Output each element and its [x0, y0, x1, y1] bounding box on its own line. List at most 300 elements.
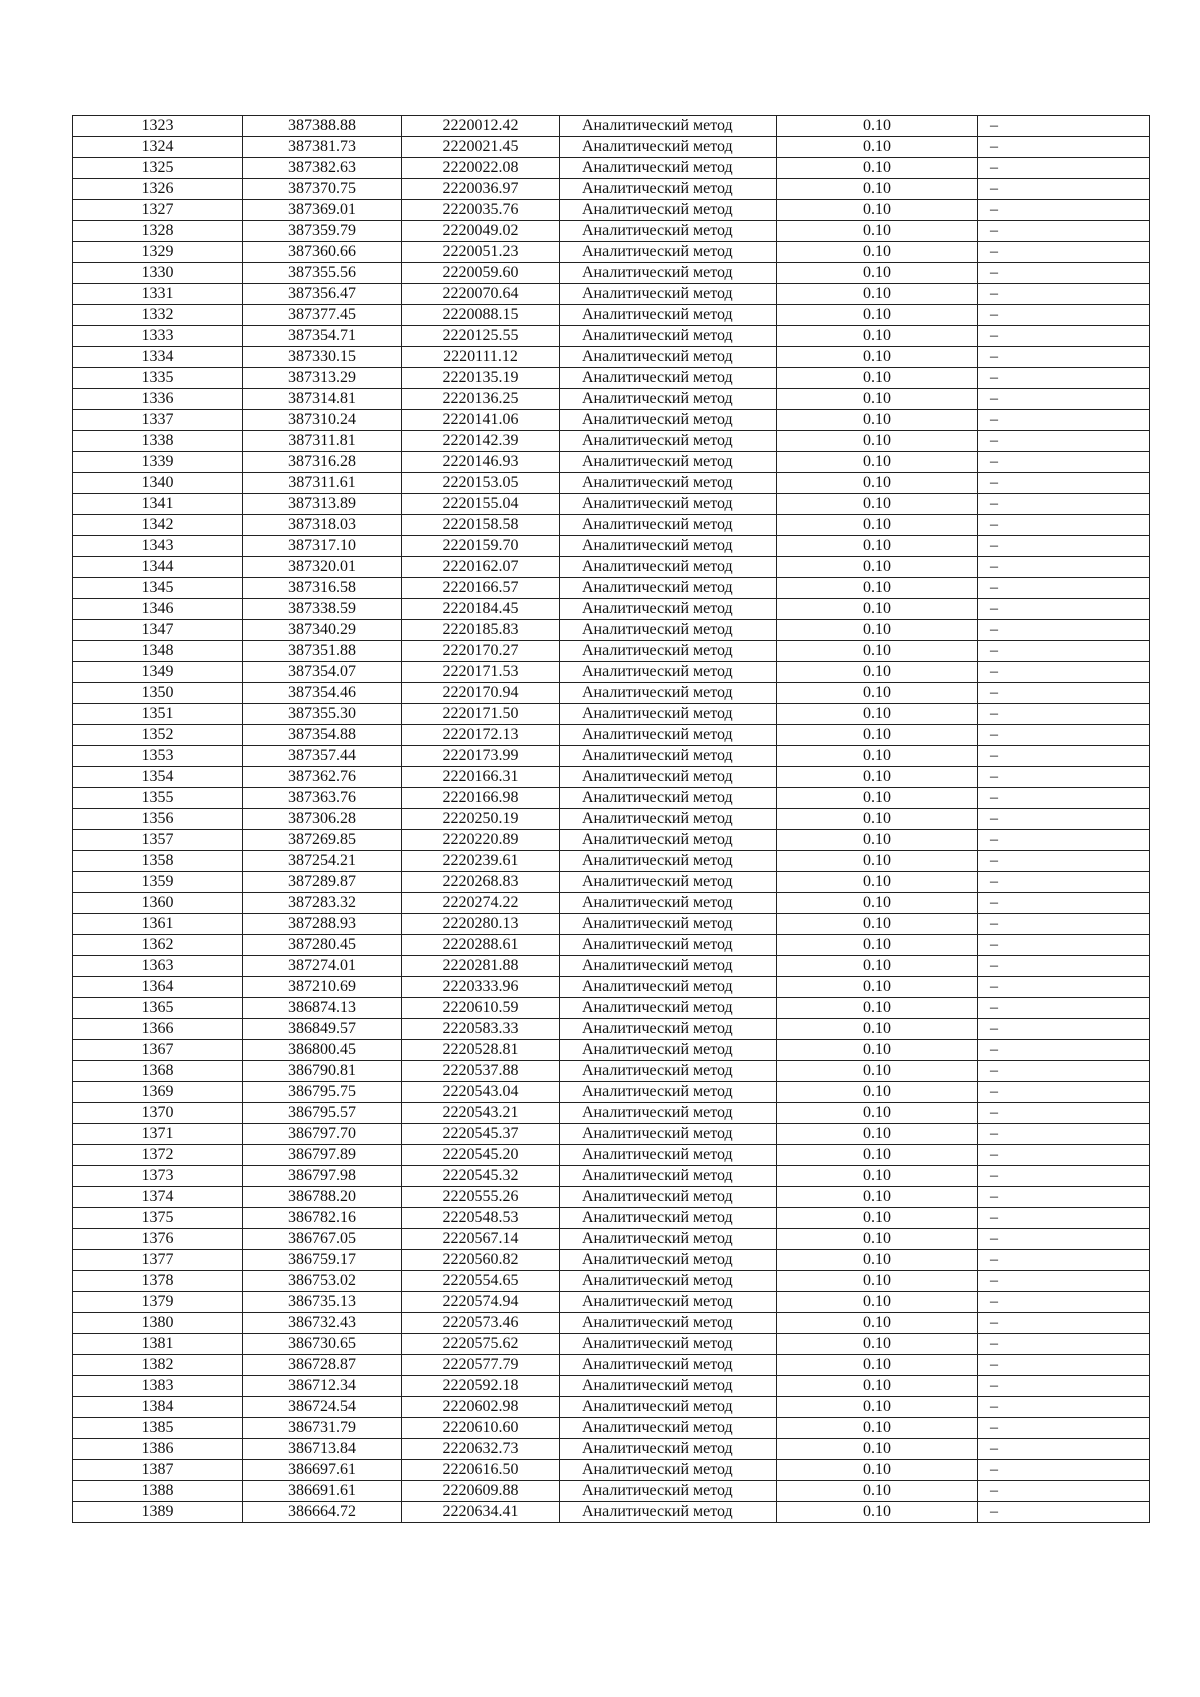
note-cell: – [978, 620, 1150, 641]
note-cell: – [978, 956, 1150, 977]
method-cell: Аналитический метод [560, 620, 777, 641]
x-coordinate-cell: 386797.70 [243, 1124, 402, 1145]
method-cell: Аналитический метод [560, 1334, 777, 1355]
method-cell: Аналитический метод [560, 578, 777, 599]
accuracy-cell: 0.10 [777, 620, 978, 641]
y-coordinate-cell: 2220574.94 [402, 1292, 560, 1313]
accuracy-cell: 0.10 [777, 200, 978, 221]
table-row [73, 473, 1150, 494]
note-cell: – [978, 494, 1150, 515]
point-number-cell: 1371 [73, 1124, 243, 1145]
note-cell: – [978, 1502, 1150, 1523]
y-coordinate-cell: 2220059.60 [402, 263, 560, 284]
method-cell: Аналитический метод [560, 284, 777, 305]
x-coordinate-cell: 387318.03 [243, 515, 402, 536]
y-coordinate-cell: 2220239.61 [402, 851, 560, 872]
y-coordinate-cell: 2220220.89 [402, 830, 560, 851]
note-cell: – [978, 1082, 1150, 1103]
note-cell: – [978, 1103, 1150, 1124]
method-cell: Аналитический метод [560, 725, 777, 746]
method-cell: Аналитический метод [560, 1061, 777, 1082]
y-coordinate-cell: 2220172.13 [402, 725, 560, 746]
x-coordinate-cell: 387254.21 [243, 851, 402, 872]
point-number-cell: 1334 [73, 347, 243, 368]
table-row [73, 242, 1150, 263]
x-coordinate-cell: 387306.28 [243, 809, 402, 830]
point-number-cell: 1325 [73, 158, 243, 179]
method-cell: Аналитический метод [560, 935, 777, 956]
accuracy-cell: 0.10 [777, 851, 978, 872]
x-coordinate-cell: 386767.05 [243, 1229, 402, 1250]
point-number-cell: 1369 [73, 1082, 243, 1103]
accuracy-cell: 0.10 [777, 599, 978, 620]
method-cell: Аналитический метод [560, 137, 777, 158]
note-cell: – [978, 1229, 1150, 1250]
method-cell: Аналитический метод [560, 977, 777, 998]
method-cell: Аналитический метод [560, 347, 777, 368]
x-coordinate-cell: 386797.89 [243, 1145, 402, 1166]
note-cell: – [978, 851, 1150, 872]
point-number-cell: 1350 [73, 683, 243, 704]
accuracy-cell: 0.10 [777, 473, 978, 494]
method-cell: Аналитический метод [560, 1376, 777, 1397]
note-cell: – [978, 305, 1150, 326]
note-cell: – [978, 704, 1150, 725]
y-coordinate-cell: 2220166.31 [402, 767, 560, 788]
y-coordinate-cell: 2220159.70 [402, 536, 560, 557]
accuracy-cell: 0.10 [777, 998, 978, 1019]
accuracy-cell: 0.10 [777, 872, 978, 893]
y-coordinate-cell: 2220280.13 [402, 914, 560, 935]
accuracy-cell: 0.10 [777, 809, 978, 830]
method-cell: Аналитический метод [560, 893, 777, 914]
y-coordinate-cell: 2220268.83 [402, 872, 560, 893]
y-coordinate-cell: 2220111.12 [402, 347, 560, 368]
x-coordinate-cell: 387338.59 [243, 599, 402, 620]
accuracy-cell: 0.10 [777, 284, 978, 305]
note-cell: – [978, 683, 1150, 704]
table-body [73, 116, 1150, 1523]
x-coordinate-cell: 386691.61 [243, 1481, 402, 1502]
point-number-cell: 1382 [73, 1355, 243, 1376]
accuracy-cell: 0.10 [777, 1229, 978, 1250]
table-row [73, 1334, 1150, 1355]
table-row [73, 620, 1150, 641]
y-coordinate-cell: 2220166.98 [402, 788, 560, 809]
x-coordinate-cell: 386735.13 [243, 1292, 402, 1313]
accuracy-cell: 0.10 [777, 1397, 978, 1418]
table-row [73, 1187, 1150, 1208]
x-coordinate-cell: 387283.32 [243, 893, 402, 914]
note-cell: – [978, 116, 1150, 137]
accuracy-cell: 0.10 [777, 536, 978, 557]
note-cell: – [978, 473, 1150, 494]
y-coordinate-cell: 2220012.42 [402, 116, 560, 137]
y-coordinate-cell: 2220554.65 [402, 1271, 560, 1292]
method-cell: Аналитический метод [560, 662, 777, 683]
table-row [73, 1292, 1150, 1313]
y-coordinate-cell: 2220171.53 [402, 662, 560, 683]
point-number-cell: 1342 [73, 515, 243, 536]
method-cell: Аналитический метод [560, 1208, 777, 1229]
accuracy-cell: 0.10 [777, 1166, 978, 1187]
point-number-cell: 1341 [73, 494, 243, 515]
point-number-cell: 1357 [73, 830, 243, 851]
table-row [73, 1418, 1150, 1439]
point-number-cell: 1368 [73, 1061, 243, 1082]
table-row [73, 578, 1150, 599]
x-coordinate-cell: 386753.02 [243, 1271, 402, 1292]
method-cell: Аналитический метод [560, 368, 777, 389]
x-coordinate-cell: 386712.34 [243, 1376, 402, 1397]
y-coordinate-cell: 2220250.19 [402, 809, 560, 830]
accuracy-cell: 0.10 [777, 221, 978, 242]
point-number-cell: 1323 [73, 116, 243, 137]
x-coordinate-cell: 387355.56 [243, 263, 402, 284]
method-cell: Аналитический метод [560, 473, 777, 494]
method-cell: Аналитический метод [560, 1019, 777, 1040]
accuracy-cell: 0.10 [777, 347, 978, 368]
accuracy-cell: 0.10 [777, 1334, 978, 1355]
accuracy-cell: 0.10 [777, 1460, 978, 1481]
note-cell: – [978, 200, 1150, 221]
accuracy-cell: 0.10 [777, 452, 978, 473]
y-coordinate-cell: 2220049.02 [402, 221, 560, 242]
table-row [73, 137, 1150, 158]
table-row [73, 767, 1150, 788]
y-coordinate-cell: 2220070.64 [402, 284, 560, 305]
point-number-cell: 1351 [73, 704, 243, 725]
method-cell: Аналитический метод [560, 1040, 777, 1061]
method-cell: Аналитический метод [560, 158, 777, 179]
x-coordinate-cell: 387340.29 [243, 620, 402, 641]
point-number-cell: 1332 [73, 305, 243, 326]
accuracy-cell: 0.10 [777, 431, 978, 452]
accuracy-cell: 0.10 [777, 1292, 978, 1313]
table-row [73, 746, 1150, 767]
x-coordinate-cell: 387320.01 [243, 557, 402, 578]
table-row [73, 977, 1150, 998]
x-coordinate-cell: 387316.28 [243, 452, 402, 473]
accuracy-cell: 0.10 [777, 242, 978, 263]
y-coordinate-cell: 2220141.06 [402, 410, 560, 431]
x-coordinate-cell: 387280.45 [243, 935, 402, 956]
method-cell: Аналитический метод [560, 1145, 777, 1166]
accuracy-cell: 0.10 [777, 1124, 978, 1145]
note-cell: – [978, 893, 1150, 914]
accuracy-cell: 0.10 [777, 515, 978, 536]
y-coordinate-cell: 2220583.33 [402, 1019, 560, 1040]
accuracy-cell: 0.10 [777, 956, 978, 977]
note-cell: – [978, 1376, 1150, 1397]
accuracy-cell: 0.10 [777, 578, 978, 599]
y-coordinate-cell: 2220036.97 [402, 179, 560, 200]
accuracy-cell: 0.10 [777, 494, 978, 515]
point-number-cell: 1385 [73, 1418, 243, 1439]
method-cell: Аналитический метод [560, 1502, 777, 1523]
note-cell: – [978, 1145, 1150, 1166]
point-number-cell: 1340 [73, 473, 243, 494]
y-coordinate-cell: 2220567.14 [402, 1229, 560, 1250]
table-row [73, 1460, 1150, 1481]
note-cell: – [978, 1355, 1150, 1376]
note-cell: – [978, 326, 1150, 347]
y-coordinate-cell: 2220185.83 [402, 620, 560, 641]
note-cell: – [978, 641, 1150, 662]
point-number-cell: 1365 [73, 998, 243, 1019]
table-row [73, 389, 1150, 410]
table-row [73, 305, 1150, 326]
method-cell: Аналитический метод [560, 1460, 777, 1481]
y-coordinate-cell: 2220022.08 [402, 158, 560, 179]
note-cell: – [978, 1250, 1150, 1271]
point-number-cell: 1361 [73, 914, 243, 935]
method-cell: Аналитический метод [560, 1397, 777, 1418]
accuracy-cell: 0.10 [777, 1313, 978, 1334]
point-number-cell: 1329 [73, 242, 243, 263]
note-cell: – [978, 368, 1150, 389]
note-cell: – [978, 158, 1150, 179]
y-coordinate-cell: 2220602.98 [402, 1397, 560, 1418]
method-cell: Аналитический метод [560, 557, 777, 578]
point-number-cell: 1333 [73, 326, 243, 347]
method-cell: Аналитический метод [560, 200, 777, 221]
x-coordinate-cell: 386728.87 [243, 1355, 402, 1376]
note-cell: – [978, 1481, 1150, 1502]
method-cell: Аналитический метод [560, 242, 777, 263]
x-coordinate-cell: 387210.69 [243, 977, 402, 998]
y-coordinate-cell: 2220577.79 [402, 1355, 560, 1376]
table-row [73, 221, 1150, 242]
x-coordinate-cell: 387310.24 [243, 410, 402, 431]
point-number-cell: 1383 [73, 1376, 243, 1397]
note-cell: – [978, 452, 1150, 473]
table-row [73, 1103, 1150, 1124]
x-coordinate-cell: 387370.75 [243, 179, 402, 200]
method-cell: Аналитический метод [560, 851, 777, 872]
point-number-cell: 1363 [73, 956, 243, 977]
x-coordinate-cell: 387313.89 [243, 494, 402, 515]
y-coordinate-cell: 2220575.62 [402, 1334, 560, 1355]
y-coordinate-cell: 2220592.18 [402, 1376, 560, 1397]
table-row [73, 557, 1150, 578]
note-cell: – [978, 662, 1150, 683]
y-coordinate-cell: 2220545.20 [402, 1145, 560, 1166]
point-number-cell: 1360 [73, 893, 243, 914]
y-coordinate-cell: 2220281.88 [402, 956, 560, 977]
accuracy-cell: 0.10 [777, 746, 978, 767]
point-number-cell: 1375 [73, 1208, 243, 1229]
y-coordinate-cell: 2220184.45 [402, 599, 560, 620]
y-coordinate-cell: 2220170.94 [402, 683, 560, 704]
x-coordinate-cell: 386790.81 [243, 1061, 402, 1082]
point-number-cell: 1370 [73, 1103, 243, 1124]
accuracy-cell: 0.10 [777, 158, 978, 179]
accuracy-cell: 0.10 [777, 1103, 978, 1124]
method-cell: Аналитический метод [560, 830, 777, 851]
note-cell: – [978, 914, 1150, 935]
table-row [73, 1376, 1150, 1397]
y-coordinate-cell: 2220155.04 [402, 494, 560, 515]
accuracy-cell: 0.10 [777, 1355, 978, 1376]
point-number-cell: 1327 [73, 200, 243, 221]
x-coordinate-cell: 387288.93 [243, 914, 402, 935]
x-coordinate-cell: 387274.01 [243, 956, 402, 977]
method-cell: Аналитический метод [560, 1124, 777, 1145]
method-cell: Аналитический метод [560, 431, 777, 452]
y-coordinate-cell: 2220543.21 [402, 1103, 560, 1124]
method-cell: Аналитический метод [560, 956, 777, 977]
table-row [73, 935, 1150, 956]
method-cell: Аналитический метод [560, 914, 777, 935]
x-coordinate-cell: 387382.63 [243, 158, 402, 179]
table-row [73, 872, 1150, 893]
y-coordinate-cell: 2220170.27 [402, 641, 560, 662]
x-coordinate-cell: 386849.57 [243, 1019, 402, 1040]
table-row [73, 1271, 1150, 1292]
method-cell: Аналитический метод [560, 1439, 777, 1460]
x-coordinate-cell: 386797.98 [243, 1166, 402, 1187]
accuracy-cell: 0.10 [777, 368, 978, 389]
y-coordinate-cell: 2220545.32 [402, 1166, 560, 1187]
note-cell: – [978, 725, 1150, 746]
table-row [73, 851, 1150, 872]
x-coordinate-cell: 386724.54 [243, 1397, 402, 1418]
note-cell: – [978, 1271, 1150, 1292]
method-cell: Аналитический метод [560, 872, 777, 893]
table-row [73, 1481, 1150, 1502]
method-cell: Аналитический метод [560, 1271, 777, 1292]
x-coordinate-cell: 386731.79 [243, 1418, 402, 1439]
point-number-cell: 1355 [73, 788, 243, 809]
point-number-cell: 1373 [73, 1166, 243, 1187]
x-coordinate-cell: 386788.20 [243, 1187, 402, 1208]
point-number-cell: 1388 [73, 1481, 243, 1502]
y-coordinate-cell: 2220610.60 [402, 1418, 560, 1439]
y-coordinate-cell: 2220632.73 [402, 1439, 560, 1460]
point-number-cell: 1348 [73, 641, 243, 662]
accuracy-cell: 0.10 [777, 1019, 978, 1040]
note-cell: – [978, 515, 1150, 536]
y-coordinate-cell: 2220616.50 [402, 1460, 560, 1481]
x-coordinate-cell: 386795.57 [243, 1103, 402, 1124]
point-number-cell: 1347 [73, 620, 243, 641]
accuracy-cell: 0.10 [777, 662, 978, 683]
point-number-cell: 1331 [73, 284, 243, 305]
note-cell: – [978, 242, 1150, 263]
table-row [73, 494, 1150, 515]
note-cell: – [978, 1061, 1150, 1082]
y-coordinate-cell: 2220610.59 [402, 998, 560, 1019]
table-row [73, 1250, 1150, 1271]
table-row [73, 725, 1150, 746]
method-cell: Аналитический метод [560, 1481, 777, 1502]
point-number-cell: 1352 [73, 725, 243, 746]
y-coordinate-cell: 2220609.88 [402, 1481, 560, 1502]
table-row [73, 1502, 1150, 1523]
method-cell: Аналитический метод [560, 326, 777, 347]
point-number-cell: 1326 [73, 179, 243, 200]
y-coordinate-cell: 2220136.25 [402, 389, 560, 410]
point-number-cell: 1345 [73, 578, 243, 599]
x-coordinate-cell: 386759.17 [243, 1250, 402, 1271]
note-cell: – [978, 1334, 1150, 1355]
point-number-cell: 1387 [73, 1460, 243, 1481]
accuracy-cell: 0.10 [777, 830, 978, 851]
method-cell: Аналитический метод [560, 179, 777, 200]
accuracy-cell: 0.10 [777, 893, 978, 914]
note-cell: – [978, 1397, 1150, 1418]
point-number-cell: 1376 [73, 1229, 243, 1250]
x-coordinate-cell: 387369.01 [243, 200, 402, 221]
note-cell: – [978, 1313, 1150, 1334]
point-number-cell: 1362 [73, 935, 243, 956]
x-coordinate-cell: 387289.87 [243, 872, 402, 893]
note-cell: – [978, 872, 1150, 893]
method-cell: Аналитический метод [560, 599, 777, 620]
x-coordinate-cell: 387316.58 [243, 578, 402, 599]
method-cell: Аналитический метод [560, 746, 777, 767]
note-cell: – [978, 767, 1150, 788]
table-row [73, 830, 1150, 851]
y-coordinate-cell: 2220135.19 [402, 368, 560, 389]
note-cell: – [978, 410, 1150, 431]
y-coordinate-cell: 2220548.53 [402, 1208, 560, 1229]
method-cell: Аналитический метод [560, 1103, 777, 1124]
accuracy-cell: 0.10 [777, 683, 978, 704]
point-number-cell: 1338 [73, 431, 243, 452]
accuracy-cell: 0.10 [777, 1376, 978, 1397]
y-coordinate-cell: 2220560.82 [402, 1250, 560, 1271]
point-number-cell: 1384 [73, 1397, 243, 1418]
table-row [73, 1355, 1150, 1376]
point-number-cell: 1389 [73, 1502, 243, 1523]
table-row [73, 1229, 1150, 1250]
y-coordinate-cell: 2220543.04 [402, 1082, 560, 1103]
point-number-cell: 1344 [73, 557, 243, 578]
accuracy-cell: 0.10 [777, 704, 978, 725]
point-number-cell: 1335 [73, 368, 243, 389]
method-cell: Аналитический метод [560, 1355, 777, 1376]
accuracy-cell: 0.10 [777, 1040, 978, 1061]
note-cell: – [978, 536, 1150, 557]
x-coordinate-cell: 387359.79 [243, 221, 402, 242]
x-coordinate-cell: 387355.30 [243, 704, 402, 725]
x-coordinate-cell: 387314.81 [243, 389, 402, 410]
y-coordinate-cell: 2220171.50 [402, 704, 560, 725]
note-cell: – [978, 284, 1150, 305]
accuracy-cell: 0.10 [777, 1418, 978, 1439]
note-cell: – [978, 977, 1150, 998]
table-row [73, 1439, 1150, 1460]
x-coordinate-cell: 386782.16 [243, 1208, 402, 1229]
table-row [73, 1208, 1150, 1229]
note-cell: – [978, 1439, 1150, 1460]
method-cell: Аналитический метод [560, 1292, 777, 1313]
table-row [73, 431, 1150, 452]
method-cell: Аналитический метод [560, 788, 777, 809]
point-number-cell: 1372 [73, 1145, 243, 1166]
point-number-cell: 1353 [73, 746, 243, 767]
table-row [73, 1397, 1150, 1418]
y-coordinate-cell: 2220288.61 [402, 935, 560, 956]
table-row [73, 1313, 1150, 1334]
note-cell: – [978, 578, 1150, 599]
accuracy-cell: 0.10 [777, 1439, 978, 1460]
table-row [73, 914, 1150, 935]
accuracy-cell: 0.10 [777, 1187, 978, 1208]
note-cell: – [978, 1040, 1150, 1061]
